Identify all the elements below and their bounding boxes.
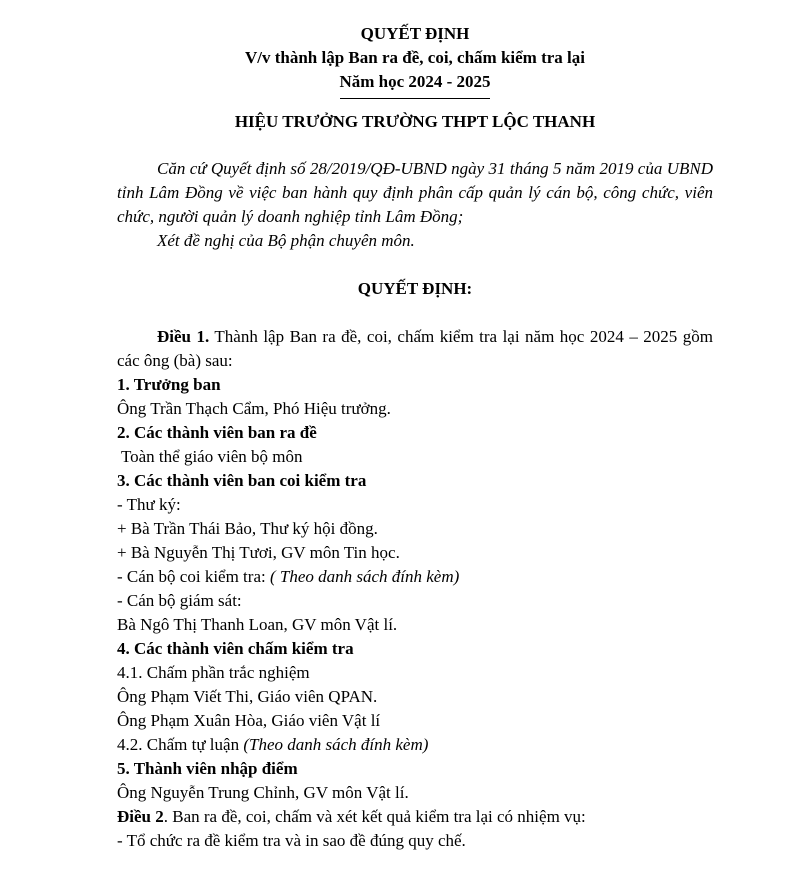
doc-year: Năm học 2024 - 2025	[339, 72, 491, 91]
authority-heading: HIỆU TRƯỞNG TRƯỜNG THPT LỘC THANH	[234, 112, 596, 131]
section-2-heading: 2. Các thành viên ban ra đề	[117, 423, 317, 442]
article-2-label: Điều 2	[117, 807, 164, 826]
article-1	[117, 325, 713, 373]
proctors-label: - Cán bộ coi kiểm tra:	[117, 567, 270, 586]
list-item: - Tổ chức ra đề kiểm tra và in sao đề đúng quy chế.	[117, 831, 466, 850]
doc-subject: V/v thành lập Ban ra đề, coi, chấm kiểm tra lại	[244, 48, 585, 67]
article-2-text: . Ban ra đề, coi, chấm và xét kết quả kiểm tra lại có nhiệm vụ:	[163, 807, 586, 826]
list-item: - Cán bộ giám sát:	[117, 591, 242, 610]
article-1-label: Điều 1.	[157, 327, 210, 346]
list-item: Ông Phạm Viết Thi, Giáo viên QPAN.	[117, 687, 378, 706]
list-item: - Thư ký:	[117, 495, 181, 514]
section-4-heading: 4. Các thành viên chấm kiểm tra	[117, 639, 354, 658]
s42-note: (Theo danh sách đính kèm)	[243, 735, 429, 754]
section-1-heading: 1. Trưởng ban	[117, 375, 221, 394]
list-item: Toàn thể giáo viên bộ môn	[117, 447, 303, 466]
proctors-note: ( Theo danh sách đính kèm)	[269, 567, 460, 586]
article-2	[117, 805, 713, 829]
list-item: Bà Ngô Thị Thanh Loan, GV môn Vật lí.	[117, 615, 398, 634]
preamble-proposal: Xét đề nghị của Bộ phận chuyên môn.	[157, 231, 415, 250]
s42-label: 4.2. Chấm tự luận	[117, 735, 244, 754]
list-item: Ông Phạm Xuân Hòa, Giáo viên Vật lí	[117, 711, 381, 730]
doc-title: QUYẾT ĐỊNH	[360, 24, 470, 43]
preamble-basis: Căn cứ Quyết định số 28/2019/QĐ-UBND ngày 31 tháng 5 năm 2019 của UBND tỉnh Lâm Đồng về việc ban hành quy định phân cấp quản lý cán bộ, công chức, viên chức, người quản lý doanh nghiệp tỉnh Lâm Đồng;	[117, 159, 713, 226]
article-1-text: Thành lập Ban ra đề, coi, chấm kiểm tra lại năm học 2024 – 2025 gồm các ông (bà) sau:	[117, 327, 714, 370]
list-item: 4.1. Chấm phần trắc nghiệm	[117, 663, 310, 682]
list-item: + Bà Trần Thái Bảo, Thư ký hội đồng.	[117, 519, 378, 538]
section-3-heading: 3. Các thành viên ban coi kiểm tra	[117, 471, 367, 490]
list-item	[117, 565, 713, 589]
list-item: Ông Nguyễn Trung Chỉnh, GV môn Vật lí.	[117, 783, 409, 802]
section-5-heading: 5. Thành viên nhập điểm	[117, 759, 298, 778]
list-item: + Bà Nguyễn Thị Tươi, GV môn Tin học.	[117, 543, 400, 562]
list-item: Ông Trần Thạch Cẩm, Phó Hiệu trưởng.	[117, 399, 391, 418]
list-item	[117, 733, 713, 757]
decision-heading: QUYẾT ĐỊNH:	[357, 279, 473, 298]
